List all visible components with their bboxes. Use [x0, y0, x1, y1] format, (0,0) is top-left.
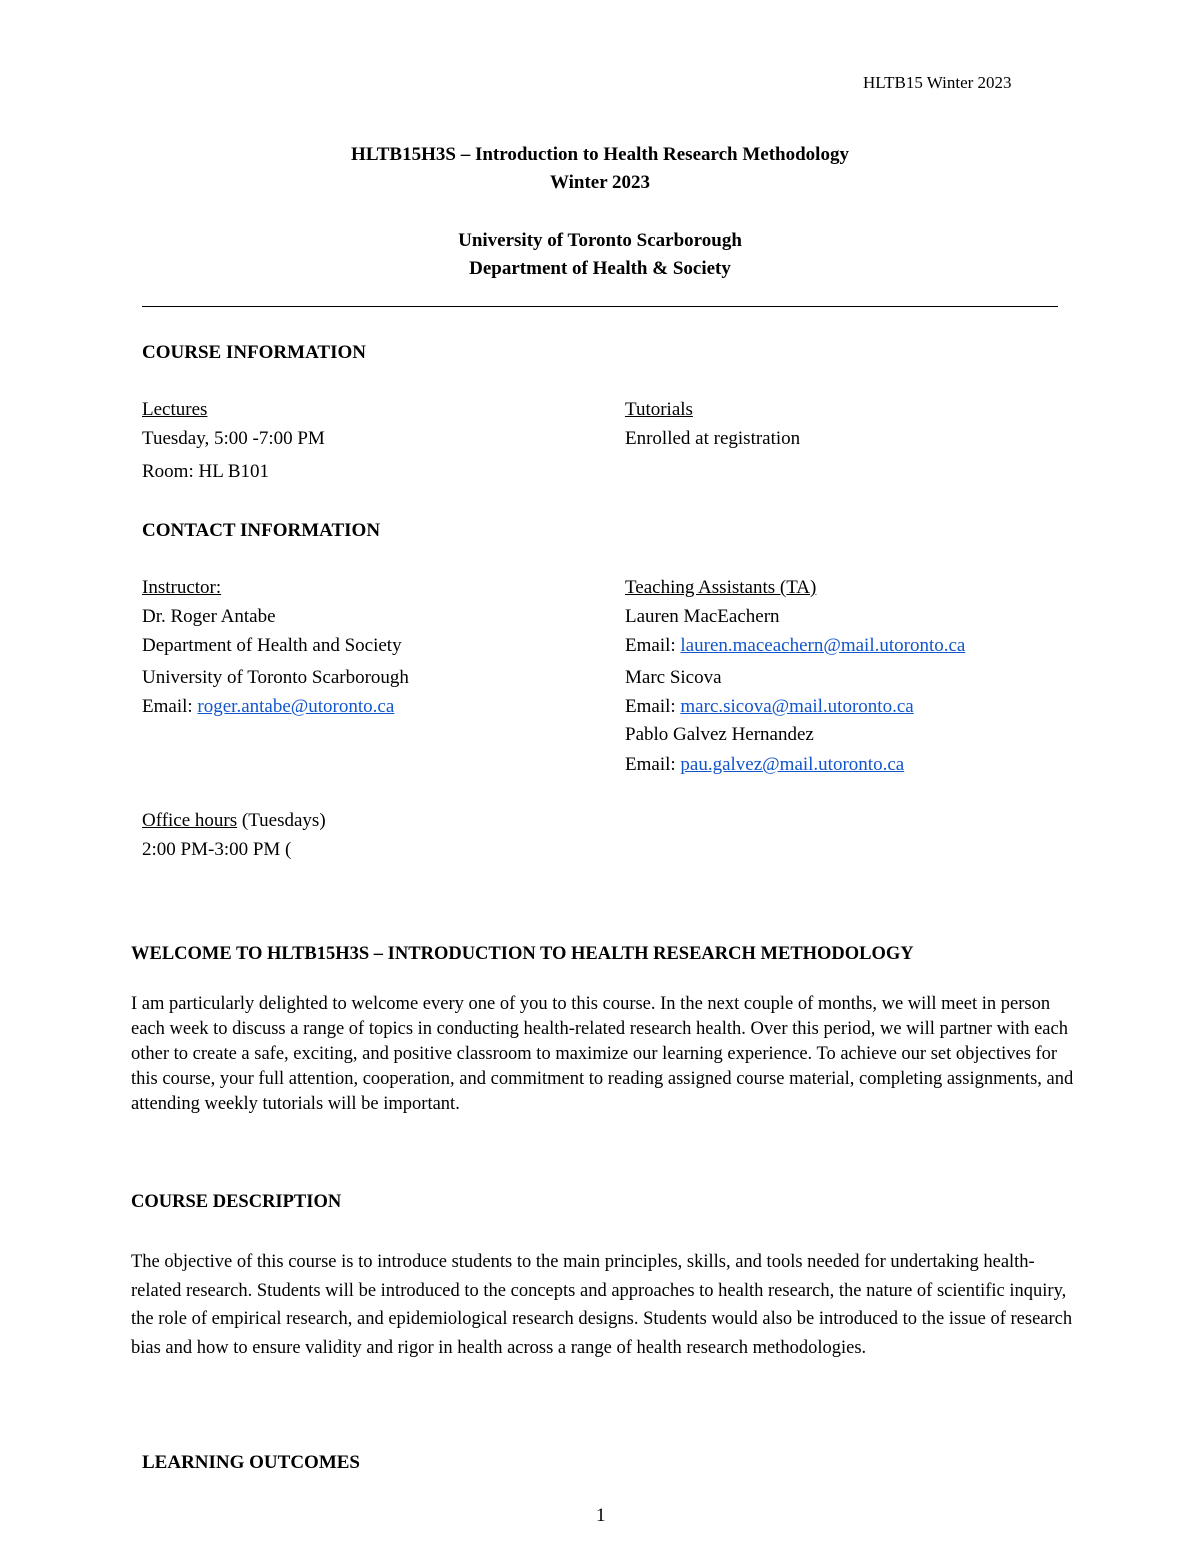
office-hours-label: Office hours: [142, 810, 238, 831]
instructor-email-link[interactable]: roger.antabe@utoronto.ca: [197, 696, 395, 717]
course-term: Winter 2023: [549, 172, 651, 193]
lecture-time: Tuesday, 5:00 -7:00 PM: [142, 428, 325, 449]
page-number: 1: [596, 1505, 606, 1526]
office-hours-line: [142, 810, 326, 832]
ta-email-link-marc[interactable]: marc.sicova@mail.utoronto.ca: [680, 696, 914, 717]
ta-email-line: [625, 754, 904, 776]
department-name: Department of Health & Society: [469, 258, 731, 279]
ta-name: Marc Sicova: [625, 667, 722, 688]
tutorials-note: Enrolled at registration: [625, 428, 801, 449]
welcome-text: I am particularly delighted to welcome every one of you to this course. In the next couple of months, we will meet in person each week to discuss a range of topics in conducting health-related research health. Over this period, we will partner with each other to create a safe, exciting, and positive classroom to maximize our learning experience. To achieve our set objectives for this course, your full attention, cooperation, and commitment to reading assigned course material, completing assignments, and attending weekly tutorials will be important.: [131, 994, 1074, 1114]
instructor-department: Department of Health and Society: [142, 635, 402, 656]
description-text: The objective of this course is to introduce students to the main principles, skills, and tools needed for undertaking health-related research. Students will be introduced to the concepts and approaches to health research, the nature of scientific inquiry, the role of empirical research, and epidemiological research designs. Students would also be introduced to the issue of research bias and how to ensure validity and rigor in health across a range of health research methodologies.: [131, 1252, 1073, 1358]
instructor-email-line: [142, 696, 394, 718]
ta-email-link-lauren[interactable]: lauren.maceachern@mail.utoronto.ca: [680, 635, 966, 656]
ta-email-line: [625, 696, 914, 718]
course-title: HLTB15H3S – Introduction to Health Research Methodology: [351, 144, 849, 165]
email-label: Email:: [625, 635, 681, 656]
welcome-paragraph: [131, 992, 1076, 1117]
ta-name: Lauren MacEachern: [625, 606, 780, 627]
ta-name: Pablo Galvez Hernandez: [625, 724, 814, 745]
email-label: Email:: [625, 754, 681, 775]
tutorials-label: Tutorials: [625, 399, 693, 420]
instructor-university: University of Toronto Scarborough: [142, 667, 409, 688]
email-label: Email:: [142, 696, 198, 717]
lectures-label: Lectures: [142, 399, 208, 420]
welcome-heading: WELCOME TO HLTB15H3S – INTRODUCTION TO HEALTH RESEARCH METHODOLOGY: [131, 944, 914, 964]
title-divider: [142, 306, 1058, 307]
lecture-room: Room: HL B101: [142, 461, 270, 482]
office-hours-time: 2:00 PM-3:00 PM (: [142, 839, 292, 860]
university-name: University of Toronto Scarborough: [458, 230, 742, 251]
running-header: HLTB15 Winter 2023: [863, 73, 1012, 92]
contact-heading: CONTACT INFORMATION: [142, 520, 381, 541]
office-hours-day: (Tuesdays): [237, 810, 326, 831]
description-paragraph: [131, 1248, 1076, 1362]
learning-outcomes-heading: LEARNING OUTCOMES: [142, 1452, 360, 1473]
ta-email-link-pablo[interactable]: pau.galvez@mail.utoronto.ca: [680, 754, 905, 775]
ta-email-line: [625, 635, 965, 657]
email-label: Email:: [625, 696, 681, 717]
instructor-name: Dr. Roger Antabe: [142, 606, 276, 627]
instructor-label: Instructor:: [142, 577, 222, 598]
description-heading: COURSE DESCRIPTION: [131, 1192, 342, 1212]
course-info-heading: COURSE INFORMATION: [142, 342, 366, 363]
ta-label: Teaching Assistants (TA): [625, 577, 817, 598]
